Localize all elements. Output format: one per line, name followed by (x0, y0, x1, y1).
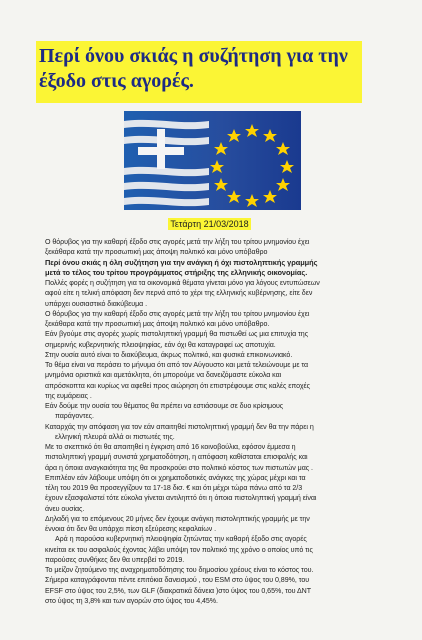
body-line: σημερινής κυβερνητικής πλειοψηφίας, εάν όχι θα καταγραφεί ως αποτυχία. (45, 340, 276, 349)
body-line: στο ύψος τη 3,8% και των αγορών στο ύψος του 4,45%. (45, 596, 218, 605)
body-line: Σήμερα καταγράφονται πέντε επιτόκια δανεισμού , του ESM στο ύψος του 0,89%, του (45, 576, 310, 585)
body-line: Ο θόρυβος για την καθαρή έξοδο στις αγορές μετά την λήξη του τρίτου μνημονίου έχει (45, 238, 310, 246)
body-line: άνευ ουσίας. (45, 504, 85, 513)
body-line: Ο θόρυβος για την καθαρή έξοδο στις αγορές μετά την λήξη του τρίτου μνημονίου έχει (45, 309, 310, 318)
body-line: παράγοντες. (55, 412, 94, 421)
body-line: ξεκάθαρα κατά την προσωπική μας άποψη πολιτικό και μόνο υπόβαθρο (45, 248, 268, 257)
body-line: της ευμάρειας . (45, 391, 92, 400)
flag-icon (124, 111, 301, 210)
body-line: Πολλές φορές η συζήτηση για τα οικονομικά θέματα γίνεται μόνο για λόγους εντυπώσεων (45, 279, 320, 287)
greece-eu-flag-image (124, 111, 301, 210)
body-line: άρα η όποια αναγκαιότητα της θα προσκρούει στο πολιτικό κόστος των πιστωτών μας . (45, 463, 313, 472)
body-line: τέλη του 2019 θα προσεγγίζουν τα 17-18 δισ. € και ότι μέχρι τώρα πάνω από τα 2/3 (45, 484, 303, 492)
article-body (45, 237, 387, 606)
body-line: έννοια ότι δεν θα υπάρχει πίεση εξεύρεσης κεφαλαίων . (45, 525, 217, 533)
article-title: Περί όνου σκιάς η συζήτηση για την έξοδο στις αγορές. (39, 45, 348, 92)
body-line: Επιπλέον εάν λάβουμε υπόψη ότι οι χρηματοδοτικές ανάγκες της χώρας μέχρι και τα (45, 473, 306, 482)
body-line: έχουν εξασφαλιστεί τότε εύκολα γίνεται αντιληπτό ότι η όποια πιστοληπτική γραμμή είναι (45, 494, 317, 503)
body-line: μετά το τέλος του τρίτου προγράμματος στήριξης της ελληνικής οικονομίας. (45, 267, 308, 277)
body-line: απρόσκοπτα και κυρίως να αφεθεί προς αιώρηση ότι επιστρέφουμε στις καλές εποχές (45, 381, 311, 390)
body-line: ξεκάθαρα κατά την προσωπική μας άποψη πολιτικό και μόνο υπόβαθρο. (45, 320, 270, 328)
body-line: κινείται εκ του ασφαλούς έχοντας λάβει υπόψη τον πολιτικό της χρόνο ο οποίος υπό τις (45, 545, 313, 554)
body-line: πιστοληπτική γραμμή συνιστά χρηματοδότηση, η απόφαση καθίσταται επισφαλής και (45, 453, 308, 462)
body-line: Καταρχάς την απόφαση για τον εάν απαιτηθεί πιστοληπτική γραμμή δεν θα την πάρει η (45, 422, 314, 431)
body-line: Αρά η παρούσα κυβερνητική πλειοψηφία ζητώντας την καθαρή έξοδο στις αγορές (55, 535, 307, 544)
body-line: EFSF στο ύψος του 2,5%, των GLF (διακρατικά δάνεια )στο ύψος του 0,65%, του ΔΝΤ (45, 586, 312, 595)
body-line: παρούσες συνθήκες δεν θα υπερβεί το 2019. (45, 555, 185, 564)
body-line: Το θέμα είναι να περάσει το μήνυμα ότι από τον Αύγουστο και μετά τελειώνουμε με τα (45, 361, 309, 369)
body-line: Με το σκεπτικό ότι θα απαιτηθεί η έγκριση από 16 κοινοβούλια, εφόσον έμμεσα η (45, 443, 296, 451)
body-line: Το μείζον ζητούμενο της αναχρηματοδότησης του δημοσίου χρέους είναι το κόστος του. (45, 566, 314, 574)
body-line: Δηλαδή για το επόμενους 20 μήνες δεν έχουμε ανάγκη πιστοληπτικής γραμμής με την (45, 514, 310, 523)
body-line: Στην ουσία αυτό είναι το διακύβευμα, άκρως πολιτικό, και φυσικά επικοινωνιακό. (45, 350, 293, 359)
article-date: Τετάρτη 21/03/2018 (168, 218, 251, 230)
body-line: ελληνική πλευρά αλλά οι πιστωτές της. (55, 432, 175, 441)
body-line: Εάν βγούμε στις αγορές χωρίς πιστοληπτική γραμμή θα πιστωθεί ως μια επιτυχία της (45, 330, 309, 339)
body-line: αφού είτε η τελική απόφαση δεν περνά από το χέρι της ελληνικής κυβέρνησης, είτε δεν (45, 289, 313, 298)
body-line: Εάν δούμε την ουσία του θέματος θα πρέπει να εστιάσουμε σε δυο κρίσιμους (45, 402, 284, 410)
body-line: Περί όνου σκιάς η όλη συζήτηση για την ανάγκη ή όχι πιστοληπτικής γραμμής (45, 257, 318, 267)
body-line: μνημόνια οριστικά και αμετάκλητα, ότι μπορούμε να δανειζόμαστε εύκολα και (45, 371, 282, 380)
body-line: υπάρχει ουσιαστικό διακύβευμα . (45, 299, 148, 308)
